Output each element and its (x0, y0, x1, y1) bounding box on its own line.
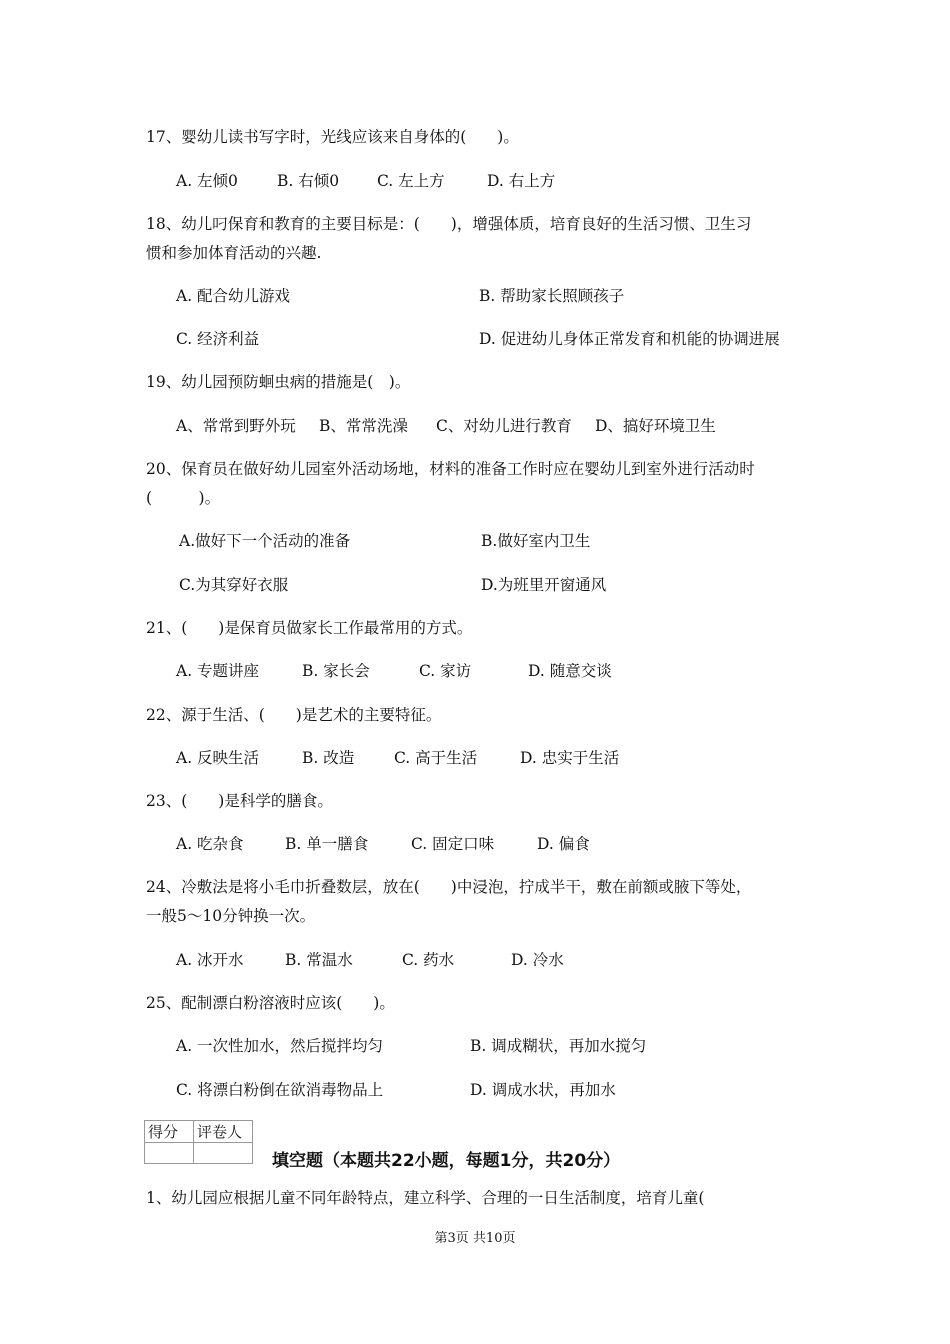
q22-option-a: A. 反映生活 (176, 749, 260, 767)
question-24-stem-line1: 24、冷敷法是将小毛巾折叠数层，放在( )中浸泡，拧成半干，敷在前额或腋下等处， (146, 878, 752, 896)
score-table (144, 1120, 253, 1164)
q17-option-c: C. 左上方 (377, 172, 445, 190)
q18-option-a: A. 配合幼儿游戏 (176, 287, 291, 305)
question-24-stem-line2: 一般5～10分钟换一次。 (146, 907, 316, 925)
q23-option-d: D. 偏食 (537, 835, 590, 853)
q17-option-b: B. 右倾0 (277, 172, 340, 190)
question-23-stem: 23、( )是科学的膳食。 (146, 792, 333, 810)
q17-option-d: D. 右上方 (487, 172, 556, 190)
q25-option-c: C. 将漂白粉倒在欲消毒物品上 (176, 1081, 384, 1099)
q24-option-a: A. 冰开水 (176, 951, 244, 969)
q18-option-c: C. 经济利益 (176, 330, 260, 348)
q22-option-d: D. 忠实于生活 (520, 749, 620, 767)
q18-option-b: B. 帮助家长照顾孩子 (479, 287, 625, 305)
score-cell (145, 1143, 194, 1164)
q19-option-a: A、常常到野外玩 (176, 417, 296, 435)
q20-option-a: A.做好下一个活动的准备 (179, 532, 351, 550)
q23-option-b: B. 单一膳食 (285, 835, 369, 853)
question-18-stem-line1: 18、幼儿叼保育和教育的主要目标是：( )，增强体质，培育良好的生活习惯、卫生习 (146, 215, 752, 233)
question-17-stem: 17、婴幼儿读书写字时，光线应该来自身体的( )。 (146, 128, 519, 146)
section-title: 填空题（本题共22小题，每题1分，共20分） (272, 1151, 621, 1171)
question-18-stem-line2: 惯和参加体育活动的兴趣. (146, 244, 322, 262)
question-20-stem-line2: ( )。 (146, 489, 221, 507)
q22-option-c: C. 高于生活 (394, 749, 478, 767)
q20-option-c: C.为其穿好衣服 (179, 576, 289, 594)
q20-option-b: B.做好室内卫生 (481, 532, 591, 550)
q23-option-a: A. 吃杂食 (176, 835, 244, 853)
score-header: 得分 (145, 1121, 194, 1143)
question-21-stem: 21、( )是保育员做家长工作最常用的方式。 (146, 619, 473, 637)
q25-option-a: A. 一次性加水，然后搅拌均匀 (176, 1037, 384, 1055)
q24-option-c: C. 药水 (402, 951, 455, 969)
q24-option-d: D. 冷水 (511, 951, 564, 969)
q19-option-b: B、常常洗澡 (319, 417, 408, 435)
fill-question-1: 1、幼儿园应根据儿童不同年龄特点，建立科学、合理的一日生活制度，培育儿童( (146, 1189, 705, 1207)
question-20-stem-line1: 20、保育员在做好幼儿园室外活动场地，材料的准备工作时应在婴幼儿到室外进行活动时 (146, 460, 755, 478)
q25-option-d: D. 调成水状，再加水 (470, 1081, 616, 1099)
question-22-stem: 22、源于生活、( )是艺术的主要特征。 (146, 706, 442, 724)
q21-option-d: D. 随意交谈 (528, 662, 612, 680)
grader-header: 评卷人 (194, 1121, 253, 1143)
q18-option-d: D. 促进幼儿身体正常发育和机能的协调进展 (479, 330, 780, 348)
question-19-stem: 19、幼儿园预防蛔虫病的措施是( )。 (146, 373, 411, 391)
q22-option-b: B. 改造 (302, 749, 355, 767)
q17-option-a: A. 左倾0 (176, 172, 238, 190)
q23-option-c: C. 固定口味 (411, 835, 495, 853)
q25-option-b: B. 调成糊状，再加水搅匀 (470, 1037, 647, 1055)
q21-option-c: C. 家访 (419, 662, 472, 680)
page-footer: 第3页 共10页 (434, 1231, 516, 1246)
q19-option-d: D、搞好环境卫生 (595, 417, 716, 435)
q21-option-a: A. 专题讲座 (176, 662, 260, 680)
q19-option-c: C、对幼儿进行教育 (436, 417, 572, 435)
grader-cell (194, 1143, 253, 1164)
question-25-stem: 25、配制漂白粉溶液时应该( )。 (146, 994, 395, 1012)
q20-option-d: D.为班里开窗通风 (481, 576, 607, 594)
q24-option-b: B. 常温水 (285, 951, 353, 969)
q21-option-b: B. 家长会 (302, 662, 370, 680)
